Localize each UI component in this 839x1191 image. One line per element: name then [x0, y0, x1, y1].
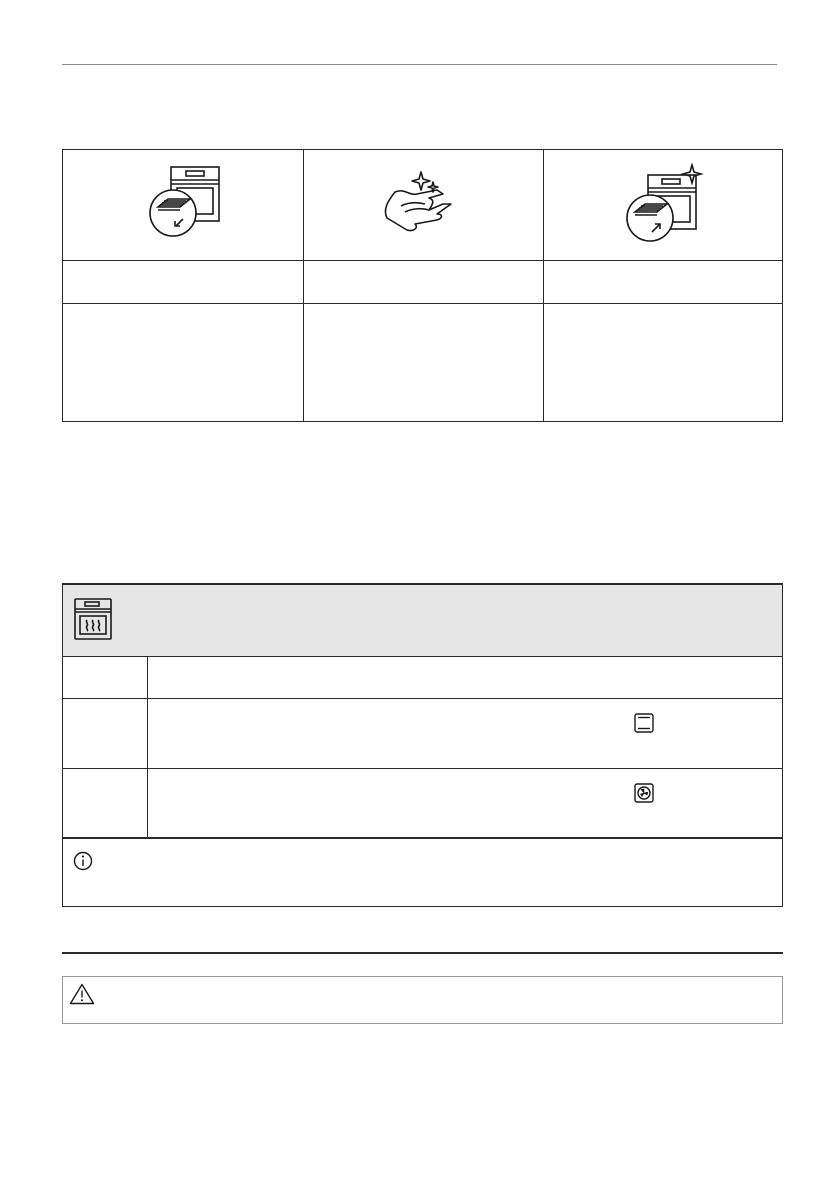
- row-value: [158, 699, 772, 768]
- warning-box: [62, 976, 783, 1024]
- step-column-insert: [543, 150, 783, 421]
- top-bottom-heat-icon: [634, 713, 654, 733]
- function-table: [62, 583, 783, 907]
- step-label: [73, 261, 293, 303]
- hand-cleaning-sparkle-icon: [379, 168, 469, 242]
- row-key: [63, 699, 148, 768]
- row-value: [158, 657, 772, 698]
- row-key: [63, 657, 148, 698]
- info-icon: [73, 851, 93, 871]
- steps-table: [62, 149, 783, 422]
- oven-insert-shelf-clean-icon: [622, 163, 706, 247]
- step-column-clean: [303, 150, 544, 421]
- table-row: [63, 699, 782, 769]
- info-note: [63, 839, 782, 905]
- step-column-remove: [63, 150, 303, 421]
- warning-triangle-icon: [69, 983, 95, 1005]
- function-table-header: [63, 585, 782, 657]
- row-value: [158, 769, 772, 837]
- step-label: [314, 261, 534, 303]
- top-divider: [62, 64, 777, 65]
- table-row: [63, 769, 782, 839]
- oven-steam-heating-icon: [74, 598, 112, 640]
- step-label: [554, 261, 773, 303]
- fan-heating-icon: [634, 783, 654, 803]
- oven-remove-shelf-icon: [141, 163, 225, 247]
- table-row: [63, 657, 782, 699]
- section-divider: [62, 952, 783, 954]
- row-key: [63, 769, 148, 837]
